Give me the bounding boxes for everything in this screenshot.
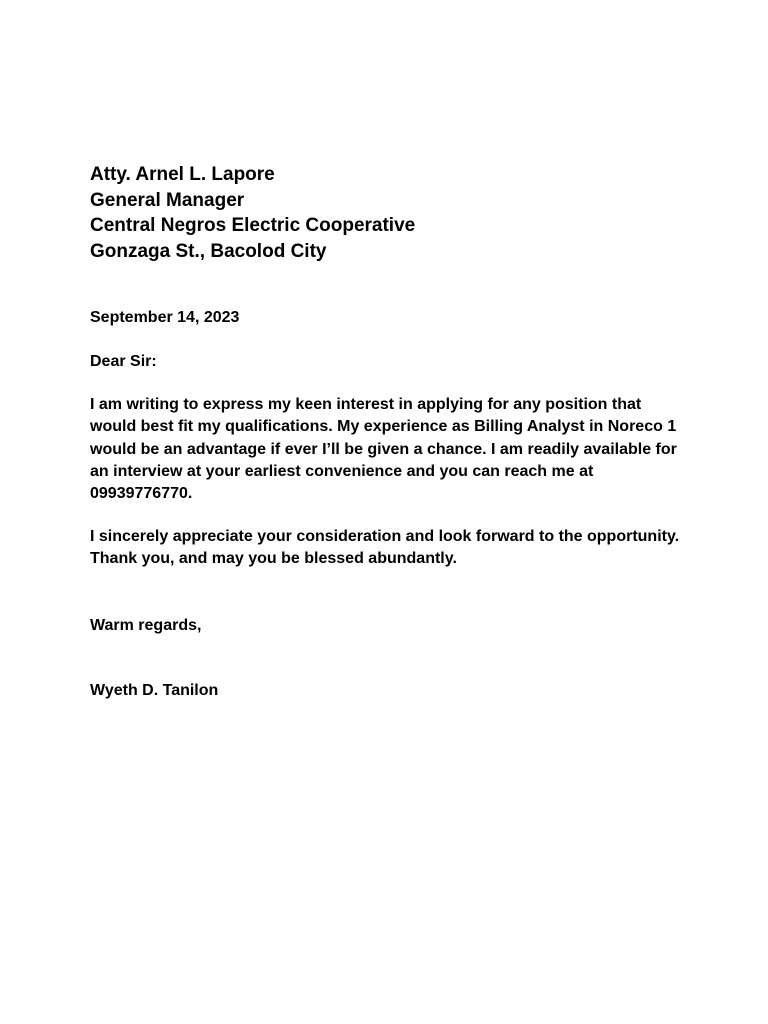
recipient-block <box>90 162 415 264</box>
recipient-organization: Central Negros Electric Cooperative <box>90 215 416 236</box>
recipient-address: Gonzaga St., Bacolod City <box>90 240 327 262</box>
signature-name: Wyeth D. Tanilon <box>90 682 219 699</box>
closing: Warm regards, <box>90 617 202 634</box>
body-paragraph-1: I am writing to express my keen interest in applying for any position that would best fit my qualifications. My experience as Billing Analyst in Noreco 1 would be an advantage if ever I’ll be given a chance. I am readily available for an interview at your earliest convenience and you can reach me at 09939776770. <box>90 396 677 503</box>
recipient-name: Atty. Arnel L. Lapore <box>90 164 275 185</box>
body-paragraph-2: I sincerely appreciate your consideration and look forward to the opportunity. Thank you, and may you be blessed abundantly. <box>90 528 680 568</box>
salutation: Dear Sir: <box>90 353 157 370</box>
recipient-title: General Manager <box>90 189 245 211</box>
letter-date: September 14, 2023 <box>90 309 240 326</box>
